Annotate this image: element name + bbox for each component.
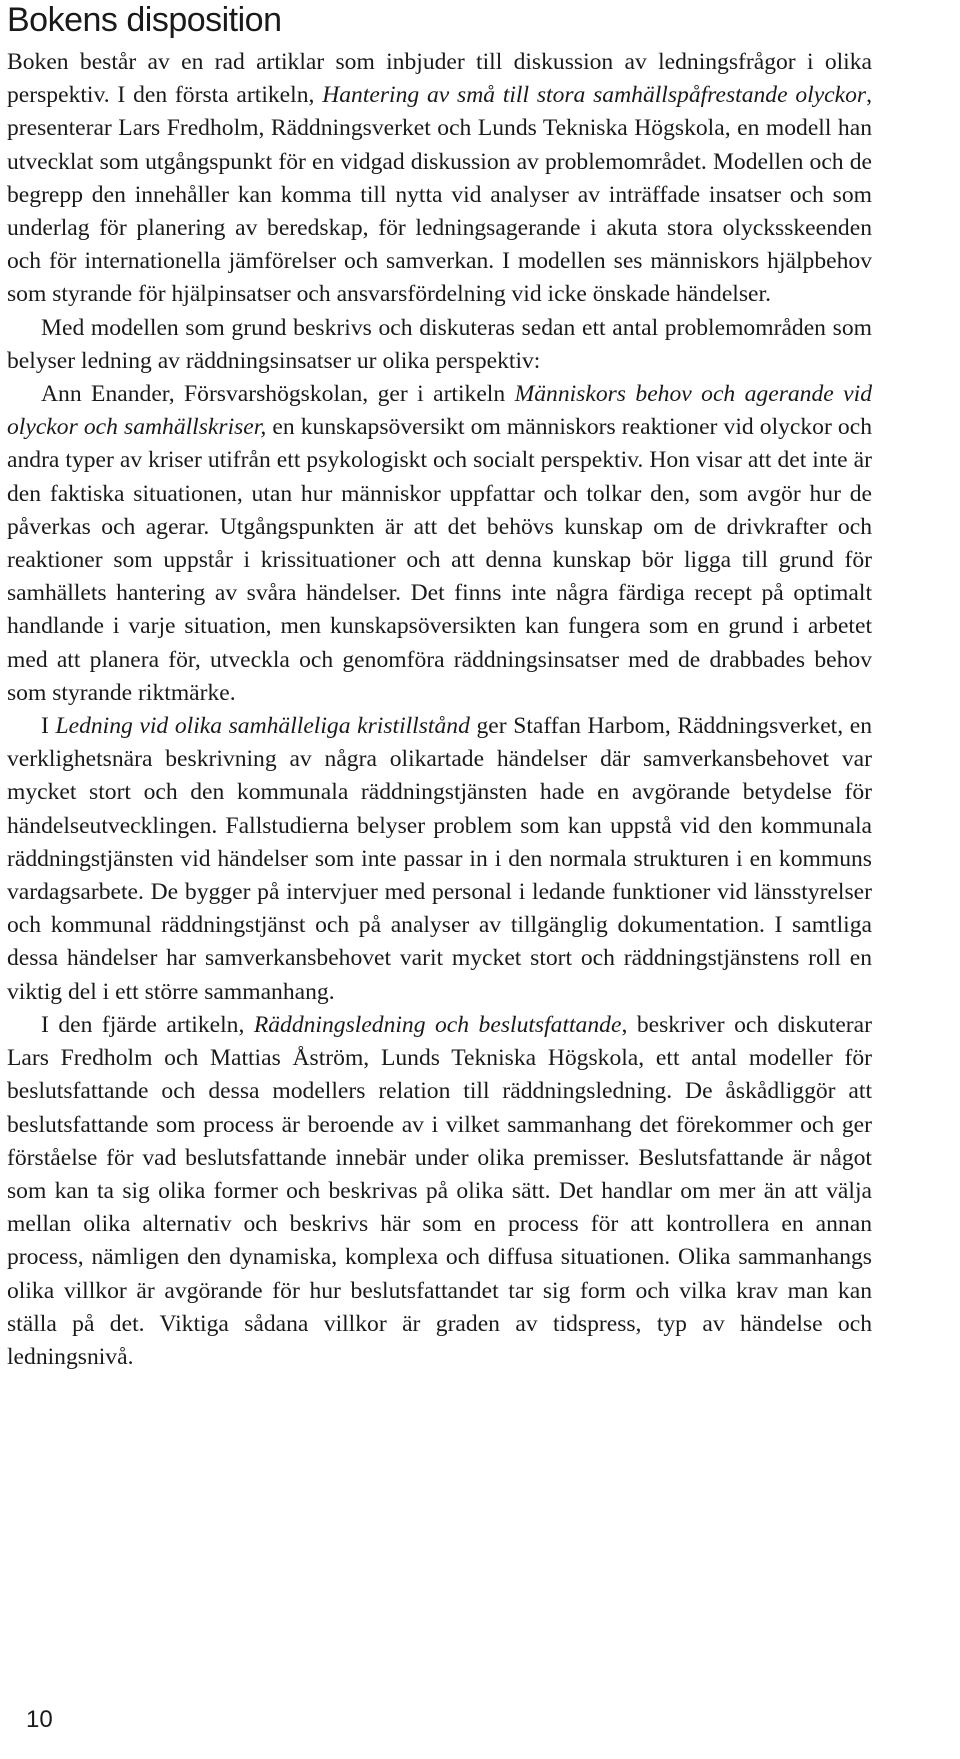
- paragraph-2-text: Med modellen som grund beskrivs och diskuteras sedan ett antal problemområden som belyser ledning av räddningsinsatser ur olika perspektiv:: [7, 314, 872, 374]
- section-heading: Bokens disposition: [7, 1, 282, 39]
- paragraph-2: [7, 312, 872, 378]
- paragraph-1-text: Boken består av en rad artiklar som inbjuder till diskussion av ledningsfrågor i olika perspektiv. I den första artikeln,: [7, 49, 872, 109]
- paragraph-1-text-cont: , presenterar Lars Fredholm, Räddningsverket och Lunds Tekniska Högskola, en modell han utvecklat som utgångspunkt för en vidgad diskussion av problemområdet. Modellen och de begrepp den innehåller kan komma till nytta vid analyser av inträffade insatser och som underlag för planering av beredskap, för ledningsagerande i akuta stora olycksskeenden och för internationella jämförelser och samverkan. I modellen ses människors hjälpbehov som styrande för hjälpinsatser och ansvarsfördelning vid icke önskade händelser.: [7, 82, 872, 308]
- paragraph-3-text: Ann Enander, Försvarshögskolan, ger i artikeln: [41, 381, 515, 408]
- paragraph-4-text: I: [41, 713, 56, 740]
- page-number: 10: [26, 1706, 53, 1733]
- paragraph-1: [7, 46, 872, 312]
- body-text: [7, 46, 872, 1374]
- paragraph-4: [7, 710, 872, 1009]
- title-manniskors-behov: Människors behov och agerande vid olyckor och samhällskriser,: [7, 381, 872, 441]
- paragraph-5-text: I den fjärde artikeln,: [41, 1011, 254, 1038]
- paragraph-5-text-cont: , beskriver och diskuterar Lars Fredholm och Mattias Åström, Lunds Tekniska Högskola, ett antal modeller för beslutsfattande och dessa modellers relation till räddningsledning. De åskådliggör att beslutsfattande som process är beroende av i vilket sammanhang det förekommer och ger förståelse för vad beslutsfattande innebär under olika premisser. Beslutsfattande är något som kan ta sig olika former och beskrivas på olika sätt. Det handlar om mer än att välja mellan olika alternativ och beskrivs här som en process för att kontrollera en annan process, nämligen den dynamiska, komplexa och diffusa situationen. Olika sammanhangs olika villkor är avgörande för hur beslutsfattandet tar sig form och vilka krav man kan ställa på det. Viktiga sådana villkor är graden av tidspress, typ av händelse och ledningsnivå.: [7, 1011, 872, 1370]
- title-ledning-kristillstand: Ledning vid olika samhälleliga kristillstånd: [55, 713, 470, 740]
- title-hantering: Hantering av små till stora samhällspåfrestande olyckor: [322, 82, 867, 109]
- paragraph-3: [7, 378, 872, 710]
- title-raddningsledning: Räddningsledning och beslutsfattande: [253, 1011, 622, 1038]
- paragraph-4-text-cont: ger Staffan Harbom, Räddningsverket, en verklighetsnära beskrivning av några olikartade händelser där samverkansbehovet var mycket stort och den kommunala räddningstjänsten hade en avgörande betydelse för händelseutvecklingen. Fallstudierna belyser problem som kan uppstå vid den kommunala räddningstjänsten vid händelser som inte passar in i den normala strukturen i en kommuns vardagsarbete. De bygger på intervjuer med personal i ledande funktioner vid länsstyrelser och kommunal räddningstjänst och på analyser av tillgänglig dokumentation. I samtliga dessa händelser har samverkansbehovet varit mycket stort och räddningstjänstens roll en viktig del i ett större sammanhang.: [7, 713, 872, 1005]
- paragraph-3-text-cont: en kunskapsöversikt om människors reaktioner vid olyckor och andra typer av kriser utifrån ett psykologiskt och socialt perspektiv. Hon visar att det inte är den faktiska situationen, utan hur människor uppfattar och tolkar den, som avgör hur de påverkas och agerar. Utgångspunkten är att det behövs kunskap om de drivkrafter och reaktioner som uppstår i krissituationer och att denna kunskap bör ligga till grund för samhällets hantering av svåra händelser. Det finns inte några färdiga recept på optimalt handlande i varje situation, men kunskapsöversikten kan fungera som en grund i arbetet med att planera för, utveckla och genomföra räddningsinsatser med de drabbades behov som styrande riktmärke.: [7, 414, 873, 706]
- paragraph-5: [7, 1009, 872, 1374]
